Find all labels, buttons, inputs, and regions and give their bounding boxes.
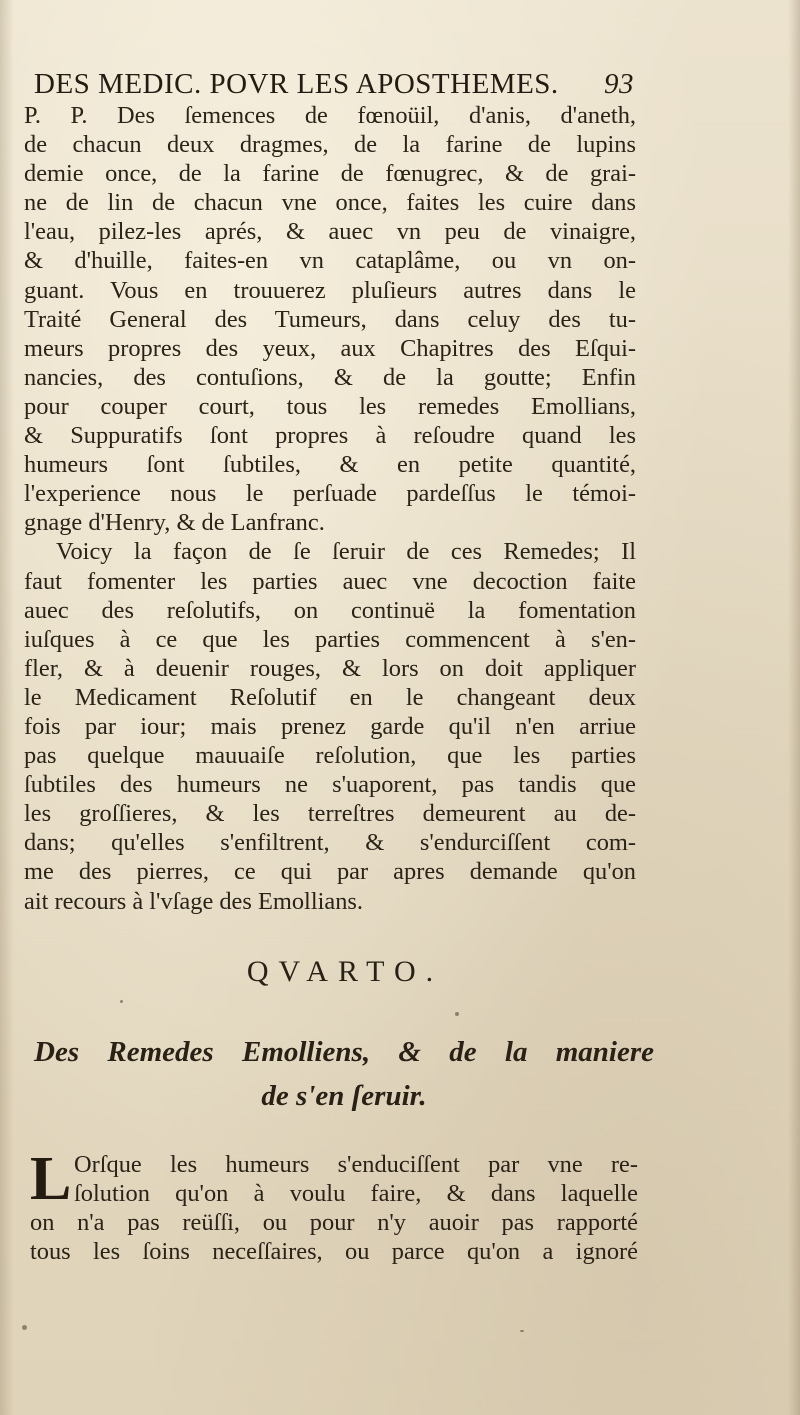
text-line: ſubtiles des humeurs ne s'uaporent, pas tandis que xyxy=(24,771,636,799)
page-shadow-right xyxy=(788,0,800,1415)
text-line: faut fomenter les parties auec vne decoction faite xyxy=(24,567,636,595)
text-line: pour couper court, tous les remedes Emollians, xyxy=(24,392,636,420)
page-number: 93 xyxy=(604,68,634,100)
chapter-title-line: de s'en ſeruir. xyxy=(261,1080,427,1112)
main-text xyxy=(24,101,636,916)
text-line: nancies, des contuſions, & de la goutte; Enfin xyxy=(24,363,636,391)
text-line: fler, & à deuenir rouges, & lors on doit appliquer xyxy=(24,654,636,682)
text-line: l'eau, pilez-les aprés, & auec vn peu de vinaigre, xyxy=(24,218,636,246)
text-line: demie once, de la farine de fœnugrec, & de grai- xyxy=(24,160,636,188)
ink-speck xyxy=(520,1330,524,1332)
text-line: les groſſieres, & les terreſtres demeurent au de- xyxy=(24,800,636,828)
text-line: fois par iour; mais prenez garde qu'il n'en arriue xyxy=(24,712,636,740)
text-line: Voicy la façon de ſe ſeruir de ces Remedes; Il xyxy=(56,538,636,566)
text-line: on n'a pas reüſſi, ou pour n'y auoir pas rapporté xyxy=(30,1209,638,1236)
text-line: & Suppuratifs ſont propres à reſoudre quand les xyxy=(24,422,636,450)
text-line: dans; qu'elles s'enfiltrent, & s'endurciſſent com- xyxy=(24,829,636,857)
text-line: gnage d'Henry, & de Lanfranc. xyxy=(24,509,325,537)
section-heading: QVARTO. xyxy=(246,955,444,988)
text-line: ait recours à l'vſage des Emollians. xyxy=(24,887,363,915)
ink-speck xyxy=(455,1012,459,1016)
chapter-title-line: Des Remedes Emolliens, & de la maniere xyxy=(34,1036,654,1068)
opening-paragraph xyxy=(30,1145,638,1266)
text-line: humeurs ſont ſubtiles, & en petite quantité, xyxy=(24,451,636,479)
text-line: le Medicament Reſolutif en le changeant deux xyxy=(24,683,636,711)
running-header xyxy=(34,68,634,101)
text-line: & d'huille, faites-en vn cataplâme, ou vn on- xyxy=(24,247,636,275)
text-line: Traité General des Tumeurs, dans celuy des tu- xyxy=(24,305,636,333)
running-title: DES MEDIC. POVR LES APOSTHEMES. xyxy=(34,68,559,100)
text-line: meurs propres des yeux, aux Chapitres des Eſqui- xyxy=(24,334,636,362)
ink-speck xyxy=(120,1000,123,1003)
text-line: pas quelque mauuaiſe reſolution, que les parties xyxy=(24,742,636,770)
chapter-title xyxy=(34,1030,654,1118)
text-line: ne de lin de chacun vne once, faites les cuire dans xyxy=(24,189,636,217)
text-line: P. P. Des ſemences de fœnoüil, d'anis, d'aneth, xyxy=(24,102,636,129)
text-line: ſolution qu'on à voulu faire, & dans laquelle xyxy=(74,1180,638,1207)
text-line: l'experience nous le perſuade pardeſſus le témoi- xyxy=(24,480,636,508)
text-line: tous les ſoins neceſſaires, ou parce qu'on a ignoré xyxy=(30,1238,638,1265)
text-line: iuſques à ce que les parties commencent à s'en- xyxy=(24,625,636,653)
drop-cap: L xyxy=(30,1145,72,1213)
text-line: guant. Vous en trouuerez pluſieurs autres dans le xyxy=(24,276,636,304)
ink-speck xyxy=(22,1325,27,1330)
text-line: me des pierres, ce qui par apres demande qu'on xyxy=(24,858,636,886)
page-shadow-left xyxy=(0,0,14,1415)
text-line: auec des reſolutifs, on continuë la fomentation xyxy=(24,596,636,624)
text-line: Orſque les humeurs s'enduciſſent par vne re- xyxy=(74,1151,638,1178)
text-line: de chacun deux dragmes, de la farine de lupins xyxy=(24,131,636,159)
